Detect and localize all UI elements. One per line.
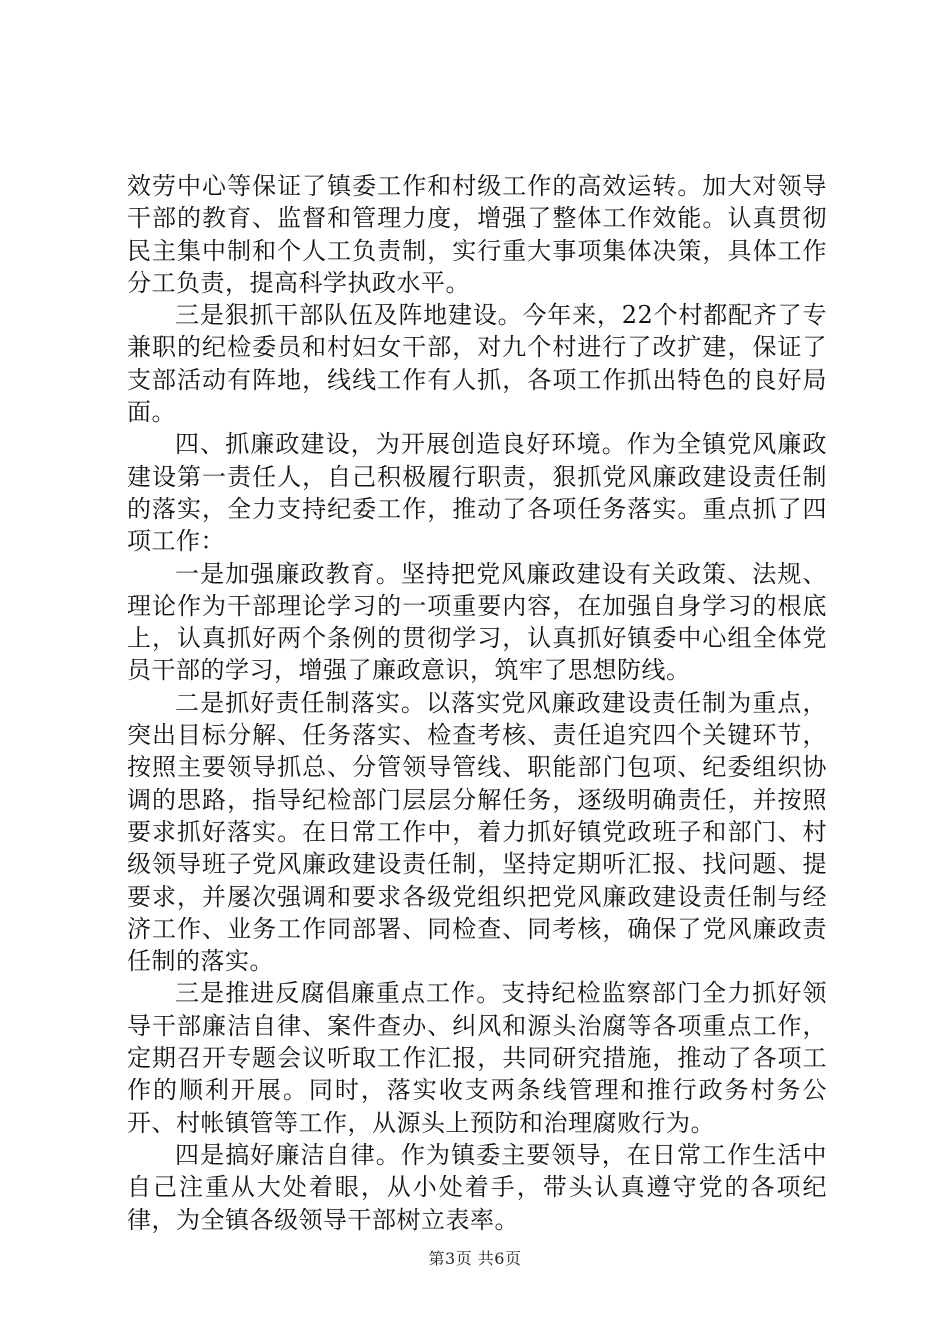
- paragraph-continuation: 效劳中心等保证了镇委工作和村级工作的高效运转。加大对领导干部的教育、监督和管理力度，增强了整体工作效能。认真贯彻民主集中制和个人工负责制，实行重大事项集体决策，具体工作分工负责，提高科学执政水平。: [127, 172, 827, 297]
- paragraph-cadre-building: 三是狠抓干部队伍及阵地建设。今年来，22个村都配齐了专兼职的纪检委员和村妇女干部，对九个村进行了改扩建，保证了支部活动有阵地，线线工作有人抓，各项工作抓出特色的良好局面。: [127, 301, 827, 427]
- page-number-label: 第3页 共6页: [428, 1249, 522, 1268]
- paragraph-anti-corruption: 三是推进反腐倡廉重点工作。支持纪检监察部门全力抓好领导干部廉洁自律、案件查办、纠风和源头治腐等各项重点工作，定期召开专题会议听取工作汇报，共同研究措施，推动了各项工作的顺利开展。同时，落实收支两条线管理和推行政务村务公开、村帐镇管等工作，从源头上预防和治理腐败行为。: [127, 979, 827, 1137]
- paragraph-integrity-education: 一是加强廉政教育。坚持把党风廉政建设有关政策、法规、理论作为干部理论学习的一项重要内容，在加强自身学习的根底上，认真抓好两个条例的贯彻学习，认真抓好镇委中心组全体党员干部的学习，增强了廉政意识，筑牢了思想防线。: [127, 559, 827, 685]
- paragraph-self-discipline: 四是搞好廉洁自律。作为镇委主要领导，在日常工作生活中自己注重从大处着眼，从小处着手，带头认真遵守党的各项纪律，为全镇各级领导干部树立表率。: [127, 1140, 827, 1234]
- page-footer: [0, 1246, 950, 1269]
- paragraph-integrity-construction: 四、抓廉政建设，为开展创造良好环境。作为全镇党风廉政建设第一责任人，自己积极履行职责，狠抓党风廉政建设责任制的落实，全力支持纪委工作，推动了各项任务落实。重点抓了四项工作：: [127, 430, 827, 556]
- paragraph-responsibility-system: 二是抓好责任制落实。以落实党风廉政建设责任制为重点，突出目标分解、任务落实、检查考核、责任追究四个关键环节，按照主要领导抓总、分管领导管线、职能部门包项、纪委组织协调的思路，指导纪检部门层层分解任务，逐级明确责任，并按照要求抓好落实。在日常工作中，着力抓好镇党政班子和部门、村级领导班子党风廉政建设责任制，坚持定期听汇报、找问题、提要求，并屡次强调和要求各级党组织把党风廉政建设责任制与经济工作、业务工作同部署、同检查、同考核，确保了党风廉政责任制的落实。: [127, 688, 827, 976]
- document-body: [127, 170, 827, 1236]
